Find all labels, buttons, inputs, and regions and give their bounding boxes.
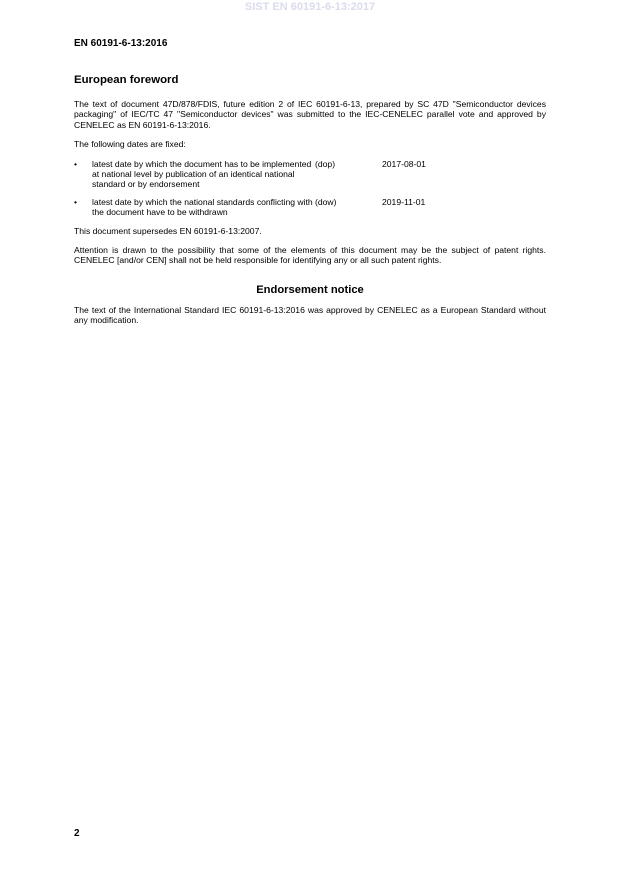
standard-id-header: EN 60191-6-13:2016 — [74, 38, 168, 49]
endorsement-title: Endorsement notice — [256, 283, 364, 296]
watermark: SIST EN 60191-6-13:2017 — [244, 1, 376, 13]
bullet-icon: • — [74, 158, 78, 169]
date-abbreviation: (dow) — [315, 196, 337, 207]
endorsement-text: The text of the International Standard IEC 60191-6-13:2016 was approved by CENELEC as a European Standard without any modification. — [74, 304, 546, 326]
date-value: 2019-11-01 — [382, 196, 426, 207]
list-item — [74, 197, 546, 218]
list-item — [74, 159, 546, 190]
foreword-title: European foreword — [74, 74, 179, 86]
dates-intro: The following dates are fixed: — [74, 139, 186, 150]
supersedes-note: This document supersedes EN 60191-6-13:2007. — [74, 225, 262, 236]
page-content — [74, 73, 546, 335]
date-abbreviation: (dop) — [315, 158, 336, 169]
page-number: 2 — [74, 828, 80, 839]
bullet-icon: • — [74, 196, 78, 207]
date-description: latest date by which the national standards conflicting with the document have to be withdrawn — [92, 196, 313, 218]
dates-list — [74, 159, 546, 218]
foreword-intro: The text of document 47D/878/FDIS, future edition 2 of IEC 60191-6-13, prepared by SC 47D "Semiconductor devices packaging" of IEC/TC 47 "Semiconductor devices" was submitted to the IEC-CENELEC parallel vote and approved by CENELEC as EN 60191-6-13:2016. — [74, 99, 546, 130]
patent-notice: Attention is drawn to the possibility that some of the elements of this document may be the subject of patent rights. CENELEC [and/or CEN] shall not be held responsible for identifying any or all such patent rights. — [74, 245, 546, 266]
date-value: 2017-08-01 — [382, 158, 426, 169]
date-description: latest date by which the document has to be implemented at national level by publication of an identical national standard or by endorsement — [92, 158, 312, 190]
